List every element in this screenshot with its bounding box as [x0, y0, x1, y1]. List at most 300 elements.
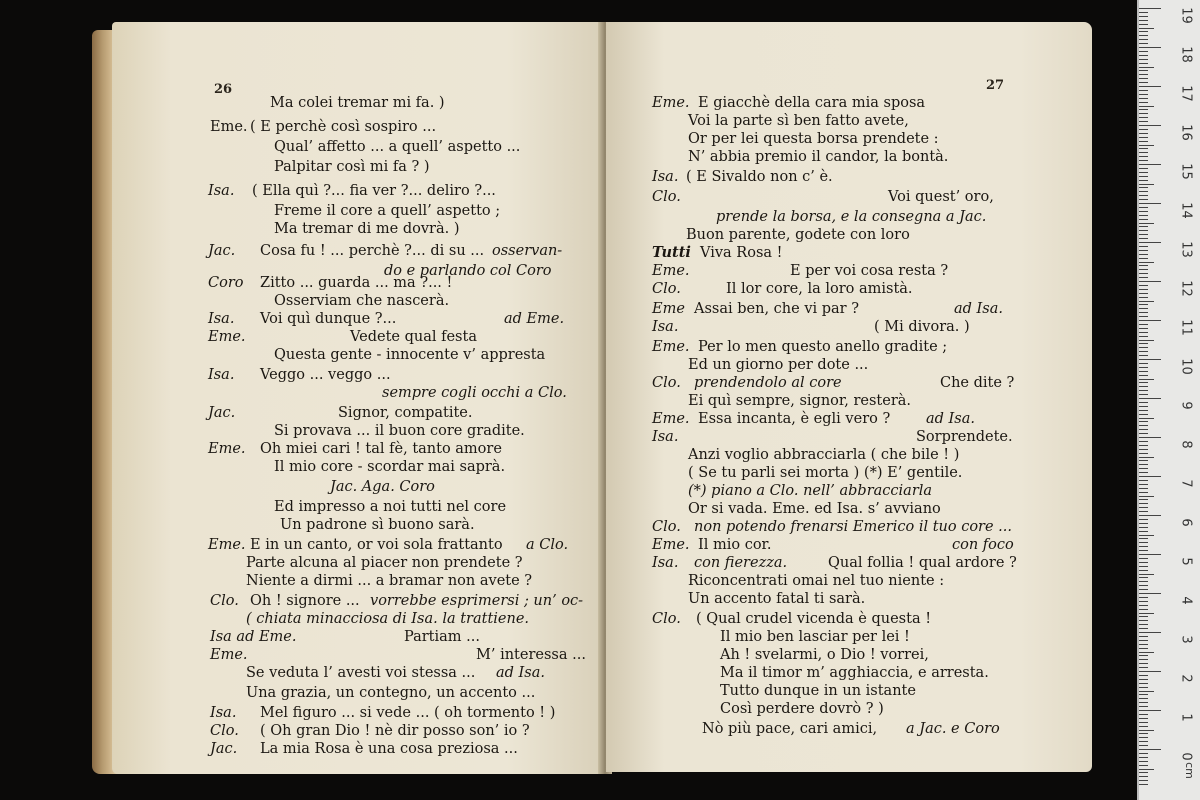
text-line: ( E perchè così sospiro ...: [250, 119, 437, 135]
ruler-tick: [1139, 94, 1148, 95]
ruler-tick: [1139, 98, 1148, 99]
ruler-tick: [1139, 390, 1148, 391]
ruler-tick: [1139, 765, 1148, 766]
ruler-tick: [1139, 304, 1148, 305]
ruler-tick: [1139, 277, 1148, 278]
ruler-tick: [1139, 109, 1148, 110]
ruler-tick: [1139, 702, 1148, 703]
ruler-tick: [1139, 691, 1154, 692]
stage-direction: ( chiata minacciosa di Isa. la trattiene.: [246, 611, 530, 627]
ruler-tick: [1139, 31, 1148, 32]
text-line: Cosa fu ! ... perchè ?... di su ...: [260, 243, 485, 259]
ruler-tick: [1139, 176, 1148, 177]
text-line: ( Oh gran Dio ! nè dir posso son’ io ?: [260, 723, 530, 739]
ruler-tick: [1139, 164, 1161, 165]
ruler-tick: [1139, 223, 1154, 224]
text-line: Qual’ affetto ... a quell’ aspetto ...: [274, 139, 521, 155]
ruler-number: 2: [1178, 674, 1194, 683]
speaker-label: Clo.: [652, 519, 681, 535]
ruler-tick: [1139, 519, 1148, 520]
ruler-tick: [1139, 445, 1148, 446]
ruler-tick: [1139, 425, 1148, 426]
ruler-tick: [1139, 757, 1148, 758]
ruler-number: 14: [1178, 202, 1194, 219]
speaker-label: Jac.: [208, 405, 236, 421]
ruler-tick: [1139, 340, 1154, 341]
ruler-tick: [1139, 558, 1148, 559]
ruler-tick: [1139, 106, 1154, 107]
ruler-tick: [1139, 667, 1148, 668]
ruler-tick: [1139, 472, 1148, 473]
ruler-tick: [1139, 410, 1148, 411]
ruler-tick: [1139, 433, 1148, 434]
ruler-tick: [1139, 379, 1154, 380]
ruler-tick: [1139, 215, 1148, 216]
ruler-tick: [1139, 659, 1148, 660]
ruler-tick: [1139, 145, 1154, 146]
ruler-tick: [1139, 628, 1148, 629]
ruler-tick: [1139, 542, 1148, 543]
text-line: Qual follia ! qual ardore ?: [828, 555, 1017, 571]
ruler-tick: [1139, 254, 1148, 255]
ruler-tick: [1139, 336, 1148, 337]
speaker-label: Isa.: [208, 311, 235, 327]
text-line: ( Mi divora. ): [874, 319, 970, 335]
ruler-tick: [1139, 589, 1148, 590]
ruler-tick: [1139, 285, 1148, 286]
ruler-tick: [1139, 8, 1161, 9]
speaker-label: Isa.: [652, 429, 679, 445]
ruler-tick: [1139, 437, 1161, 438]
ruler-number: 18: [1178, 46, 1194, 63]
text-line: Tutto dunque in un istante: [720, 683, 916, 699]
ruler-tick: [1139, 250, 1148, 251]
ruler-number: 16: [1178, 124, 1194, 141]
text-line: Ma il timor m’ agghiaccia, e arresta.: [720, 665, 989, 681]
text-line: Sorprendete.: [916, 429, 1013, 445]
stage-direction: (*) piano a Clo. nell’ abbracciarla: [688, 483, 933, 499]
stage-direction: sempre cogli occhi a Clo.: [382, 385, 567, 401]
text-line: Oh miei cari ! tal fè, tanto amore: [260, 441, 502, 457]
ruler-tick: [1139, 367, 1148, 368]
ruler-tick: [1139, 644, 1148, 645]
ruler-tick: [1139, 297, 1148, 298]
ruler-tick: [1139, 484, 1148, 485]
ruler-tick: [1139, 464, 1148, 465]
ruler-tick: [1139, 141, 1148, 142]
ruler-tick: [1139, 593, 1161, 594]
text-line: Zitto ... guarda ... ma ?... !: [260, 275, 453, 291]
speaker-label: Isa ad Eme.: [210, 629, 297, 645]
ruler-tick: [1139, 187, 1148, 188]
ruler-tick: [1139, 86, 1161, 87]
ruler-tick: [1139, 671, 1161, 672]
ruler-tick: [1139, 203, 1161, 204]
speaker-label: Jac.: [208, 243, 236, 259]
text-line: E giacchè della cara mia sposa: [698, 95, 926, 111]
ruler-tick: [1139, 172, 1148, 173]
ruler-tick: [1139, 745, 1148, 746]
ruler-tick: [1139, 78, 1148, 79]
text-line: E per voi cosa resta ?: [790, 263, 949, 279]
ruler-tick: [1139, 133, 1148, 134]
stage-direction: ad Isa.: [496, 665, 545, 681]
ruler-tick: [1139, 574, 1154, 575]
ruler-number: 12: [1178, 280, 1194, 297]
ruler-tick: [1139, 441, 1148, 442]
ruler-tick: [1139, 234, 1148, 235]
ruler-number: 3: [1178, 635, 1194, 644]
text-line: Or si vada. Eme. ed Isa. s’ avviano: [688, 501, 941, 517]
ruler-tick: [1139, 531, 1148, 532]
text-line: E in un canto, or voi sola frattanto: [250, 537, 503, 553]
text-line: ( Ella quì ?... fia ver ?... deliro ?...: [252, 183, 496, 199]
ruler-number: 6: [1178, 518, 1194, 527]
speaker-label: Eme.: [210, 647, 248, 663]
speaker-label: Clo.: [652, 189, 681, 205]
ruler-tick: [1139, 780, 1148, 781]
text-line: Niente a dirmi ... a bramar non avete ?: [246, 573, 533, 589]
text-line: Essa incanta, è egli vero ?: [698, 411, 891, 427]
ruler-tick: [1139, 468, 1148, 469]
text-line: Ma tremar di me dovrà. ): [274, 221, 460, 237]
text-line: Ma colei tremar mi fa. ): [270, 95, 445, 111]
ruler-tick: [1139, 496, 1154, 497]
ruler-tick: [1139, 51, 1148, 52]
ruler-tick: [1139, 63, 1148, 64]
ruler-tick: [1139, 74, 1148, 75]
ruler-number: 11: [1178, 319, 1194, 336]
ruler-tick: [1139, 527, 1148, 528]
ruler-tick: [1139, 308, 1148, 309]
ruler-tick: [1139, 566, 1148, 567]
ruler-tick: [1139, 562, 1148, 563]
stage-direction: Jac. Aga. Coro: [330, 479, 435, 495]
ruler-tick: [1139, 332, 1148, 333]
ruler-tick: [1139, 476, 1161, 477]
text-line: Ed impresso a noi tutti nel core: [274, 499, 507, 515]
speaker-label: Isa.: [208, 183, 235, 199]
text-line: Assai ben, che vi par ?: [694, 301, 859, 317]
ruler-tick: [1139, 737, 1148, 738]
ruler-tick: [1139, 265, 1148, 266]
ruler-tick: [1139, 457, 1154, 458]
ruler-tick: [1139, 137, 1148, 138]
ruler-tick: [1139, 293, 1148, 294]
ruler-tick: [1139, 554, 1161, 555]
speaker-label: Isa.: [210, 705, 237, 721]
ruler-tick: [1139, 741, 1148, 742]
ruler-tick: [1139, 281, 1161, 282]
ruler-tick: [1139, 538, 1148, 539]
ruler-tick: [1139, 577, 1148, 578]
ruler-tick: [1139, 718, 1148, 719]
ruler-tick: [1139, 262, 1154, 263]
ruler-tick: [1139, 605, 1148, 606]
text-line: Oh ! signore ...: [250, 593, 360, 609]
text-line: N’ abbia premio il candor, la bontà.: [688, 149, 949, 165]
ruler-tick: [1139, 219, 1148, 220]
ruler-tick: [1139, 663, 1148, 664]
ruler-tick: [1139, 207, 1148, 208]
text-line: Questa gente - innocente v’ appresta: [274, 347, 546, 363]
speaker-label: Eme.: [652, 537, 690, 553]
text-line: La mia Rosa è una cosa preziosa ...: [260, 741, 518, 757]
ruler-tick: [1139, 125, 1161, 126]
text-line: Riconcentrati omai nel tuo niente :: [688, 573, 945, 589]
left-page-number: 26: [214, 82, 233, 97]
ruler-tick: [1139, 20, 1148, 21]
speaker-label: Eme.: [208, 441, 246, 457]
ruler-number: 4: [1178, 596, 1194, 605]
ruler-tick: [1139, 148, 1148, 149]
ruler-tick: [1139, 694, 1148, 695]
stage-direction: do e parlando col Coro: [384, 263, 552, 279]
ruler-tick: [1139, 382, 1148, 383]
ruler-tick: [1139, 480, 1148, 481]
ruler-tick: [1139, 184, 1154, 185]
ruler-tick: [1139, 429, 1148, 430]
ruler-tick: [1139, 269, 1148, 270]
ruler-tick: [1139, 24, 1148, 25]
ruler-tick: [1139, 363, 1148, 364]
ruler-number: 8: [1178, 440, 1194, 449]
ruler-tick: [1139, 39, 1148, 40]
text-line: Veggo ... veggo ...: [260, 367, 391, 383]
stage-direction: a Clo.: [526, 537, 569, 553]
text-line: Signor, compatite.: [338, 405, 473, 421]
ruler-tick: [1139, 347, 1148, 348]
text-line: Il mio core - scordar mai saprà.: [274, 459, 506, 475]
ruler-tick: [1139, 273, 1148, 274]
ruler-tick: [1139, 289, 1148, 290]
ruler-tick: [1139, 722, 1148, 723]
ruler-tick: [1139, 191, 1148, 192]
text-line: Il mio ben lasciar per lei !: [720, 629, 910, 645]
ruler-tick: [1139, 449, 1148, 450]
ruler-tick: [1139, 523, 1148, 524]
speaker-label: Eme.: [652, 263, 690, 279]
speaker-label: Clo.: [652, 281, 681, 297]
ruler-tick: [1139, 12, 1148, 13]
ruler-tick: [1139, 769, 1154, 770]
right-page-number: 27: [986, 78, 1005, 93]
ruler-tick: [1139, 238, 1148, 239]
ruler-tick: [1139, 499, 1148, 500]
ruler-tick: [1139, 624, 1148, 625]
text-line: Osserviam che nascerà.: [274, 293, 450, 309]
ruler-tick: [1139, 113, 1148, 114]
ruler-tick: [1139, 47, 1161, 48]
ruler-number: 10: [1178, 358, 1194, 375]
ruler-tick: [1139, 453, 1148, 454]
ruler-tick: [1139, 620, 1148, 621]
text-line: Un padrone sì buono sarà.: [280, 517, 475, 533]
ruler-tick: [1139, 398, 1161, 399]
ruler-tick: [1139, 749, 1161, 750]
ruler-tick: [1139, 535, 1154, 536]
ruler-tick: [1139, 316, 1148, 317]
stage-direction: osservan-: [492, 243, 563, 259]
ruler-tick: [1139, 507, 1148, 508]
ruler-tick: [1139, 117, 1148, 118]
speaker-label: Clo.: [652, 611, 681, 627]
ruler-tick: [1139, 35, 1148, 36]
ruler-tick: [1139, 726, 1148, 727]
ruler-tick: [1139, 121, 1148, 122]
ruler-tick: [1139, 683, 1148, 684]
speaker-label: Eme.: [208, 329, 246, 345]
ruler-tick: [1139, 710, 1161, 711]
ruler-tick: [1139, 581, 1148, 582]
ruler-tick: [1139, 515, 1161, 516]
text-line: Nò più pace, cari amici,: [702, 721, 878, 737]
stage-direction: con foco: [952, 537, 1014, 553]
ruler-tick: [1139, 421, 1148, 422]
text-line: Il mio cor.: [698, 537, 772, 553]
ruler-tick: [1139, 195, 1148, 196]
speaker-label: Eme.: [210, 119, 248, 135]
stage-direction: con fierezza.: [694, 555, 788, 571]
text-line: ( Qual crudel vicenda è questa !: [696, 611, 932, 627]
text-line: Si provava ... il buon core gradite.: [274, 423, 525, 439]
ruler-tick: [1139, 70, 1148, 71]
text-line: Or per lei questa borsa prendete :: [688, 131, 939, 147]
ruler-tick: [1139, 90, 1148, 91]
ruler-tick: [1139, 394, 1148, 395]
ruler-tick: [1139, 371, 1148, 372]
ruler-tick: [1139, 652, 1154, 653]
text-line: Mel figuro ... si vede ... ( oh tormento ! ): [260, 705, 556, 721]
ruler-tick: [1139, 406, 1148, 407]
ruler-tick: [1139, 359, 1161, 360]
ruler-tick: [1139, 414, 1148, 415]
speaker-label: Clo.: [210, 723, 239, 739]
speaker-label: Isa.: [652, 555, 679, 571]
ruler-tick: [1139, 328, 1148, 329]
ruler-tick: [1139, 550, 1148, 551]
ruler-tick: [1139, 59, 1148, 60]
ruler-tick: [1139, 655, 1148, 656]
ruler-tick: [1139, 129, 1148, 130]
speaker-label: Jac.: [210, 741, 238, 757]
ruler-number: 17: [1178, 85, 1194, 102]
ruler-number: 0: [1178, 752, 1194, 761]
ruler-number: 5: [1178, 557, 1194, 566]
ruler-tick: [1139, 180, 1148, 181]
ruler-tick: [1139, 636, 1148, 637]
ruler-tick: [1139, 343, 1148, 344]
text-line: Per lo men questo anello gradite ;: [698, 339, 948, 355]
text-line: ( E Sivaldo non c’ è.: [686, 169, 833, 185]
ruler-tick: [1139, 503, 1148, 504]
text-line: Partiam ...: [404, 629, 480, 645]
ruler-tick: [1139, 55, 1148, 56]
ruler-tick: [1139, 585, 1148, 586]
right-page: [606, 22, 1092, 772]
speaker-label: Tutti: [652, 244, 691, 261]
ruler-number: 1: [1178, 713, 1194, 722]
ruler-tick: [1139, 242, 1161, 243]
ruler-tick: [1139, 156, 1148, 157]
ruler-tick: [1139, 675, 1148, 676]
ruler-tick: [1139, 351, 1148, 352]
ruler-tick: [1139, 753, 1148, 754]
text-line: Se veduta l’ avesti voi stessa ...: [246, 665, 476, 681]
text-line: Una grazia, un contegno, un accento ...: [246, 685, 536, 701]
stage-direction: a Jac. e Coro: [906, 721, 1000, 737]
speaker-label: Isa.: [208, 367, 235, 383]
stage-direction: prendendolo al core: [694, 375, 842, 391]
ruler-tick: [1139, 375, 1148, 376]
text-line: Voi quì dunque ?...: [260, 311, 397, 327]
ruler-unit: cm: [1183, 762, 1197, 779]
text-line: Che dite ?: [940, 375, 1015, 391]
ruler-number: 19: [1178, 7, 1194, 24]
ruler-tick: [1139, 640, 1148, 641]
ruler-tick: [1139, 102, 1148, 103]
ruler-tick: [1139, 698, 1148, 699]
ruler-tick: [1139, 492, 1148, 493]
speaker-label: Isa.: [652, 169, 679, 185]
ruler-tick: [1139, 679, 1148, 680]
ruler-tick: [1139, 67, 1154, 68]
ruler-tick: [1139, 402, 1148, 403]
ruler-tick: [1139, 687, 1148, 688]
ruler-tick: [1139, 226, 1148, 227]
ruler-tick: [1139, 511, 1148, 512]
stage-direction: vorrebbe esprimersi ; un’ oc-: [370, 593, 584, 609]
text-line: Un accento fatal ti sarà.: [688, 591, 866, 607]
ruler-tick: [1139, 488, 1148, 489]
speaker-label: Eme.: [652, 339, 690, 355]
ruler-tick: [1139, 230, 1148, 231]
text-line: Viva Rosa !: [700, 245, 783, 261]
speaker-label: Clo.: [652, 375, 681, 391]
text-line: Ei quì sempre, signor, resterà.: [688, 393, 912, 409]
text-line: Palpitar così mi fa ? ): [274, 159, 430, 175]
ruler-tick: [1139, 761, 1148, 762]
speaker-label: Eme.: [652, 411, 690, 427]
ruler-tick: [1139, 211, 1148, 212]
text-line: Voi quest’ oro,: [888, 189, 994, 205]
stage-direction: prende la borsa, e la consegna a Jac.: [716, 209, 987, 225]
text-line: Voi la parte sì ben fatto avete,: [688, 113, 909, 129]
ruler-tick: [1139, 601, 1148, 602]
speaker-label: Eme.: [652, 95, 690, 111]
ruler-tick: [1139, 597, 1148, 598]
ruler-tick: [1139, 355, 1148, 356]
text-line: Così perdere dovrò ? ): [720, 701, 884, 717]
text-line: Vedete qual festa: [350, 329, 477, 345]
ruler-tick: [1139, 784, 1148, 785]
text-line: ( Se tu parli sei morta ) (*) E’ gentile.: [688, 465, 963, 481]
ruler-tick: [1139, 246, 1148, 247]
ruler-number: 13: [1178, 241, 1194, 258]
ruler-tick: [1139, 43, 1148, 44]
ruler-tick: [1139, 616, 1148, 617]
ruler-tick: [1139, 733, 1148, 734]
ruler-number: 15: [1178, 163, 1194, 180]
text-line: Buon parente, godete con loro: [686, 227, 910, 243]
ruler-tick: [1139, 706, 1148, 707]
ruler-tick: [1139, 16, 1148, 17]
ruler-tick: [1139, 609, 1148, 610]
ruler-tick: [1139, 613, 1154, 614]
ruler-tick: [1139, 301, 1154, 302]
ruler-tick: [1139, 199, 1148, 200]
ruler-tick: [1139, 160, 1148, 161]
